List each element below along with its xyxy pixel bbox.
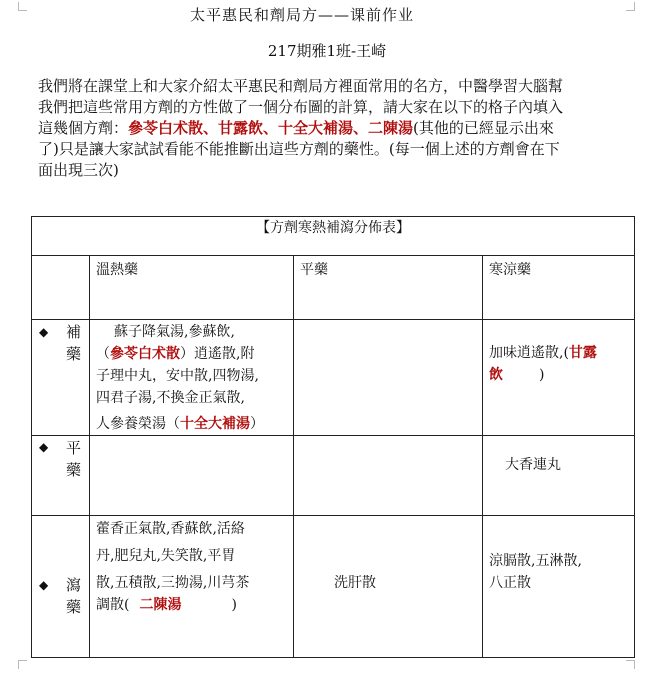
formula-line: 丹,肥兒丸,失笑散,平胃 bbox=[96, 548, 236, 564]
cell-purge-warm bbox=[90, 516, 294, 658]
answer-formula: 十全大補湯 bbox=[180, 416, 250, 432]
formula-line: 加味逍遙散,(甘露飲 ) bbox=[489, 345, 597, 383]
cell-neutral-warm bbox=[90, 436, 294, 516]
row-label-text: 平藥 bbox=[66, 439, 82, 479]
intro-line bbox=[38, 118, 596, 139]
formula-distribution-table bbox=[31, 216, 635, 658]
column-header-warm: 溫熱藥 bbox=[90, 256, 294, 320]
row-label-text: 補藥 bbox=[66, 323, 82, 363]
row-label-text: 瀉藥 bbox=[66, 576, 82, 616]
formula-line: 蘇子降氣湯,參蘇飲, bbox=[114, 324, 235, 340]
corner-cell bbox=[32, 256, 90, 320]
diamond-bullet-icon: ◆ bbox=[39, 325, 49, 339]
formula-line: 涼膈散,五淋散, bbox=[489, 553, 582, 569]
column-header-neutral: 平藥 bbox=[294, 256, 483, 320]
table-header: 【方劑寒熱補瀉分佈表】 bbox=[32, 217, 635, 256]
intro-paragraph bbox=[38, 76, 596, 181]
diamond-bullet-icon: ◆ bbox=[39, 440, 49, 454]
document-title: 太平惠民和劑局方——课前作业 bbox=[189, 6, 414, 24]
page-corner-mark bbox=[626, 660, 635, 669]
row-label-purge bbox=[32, 516, 90, 658]
cell-neutral-neutral bbox=[294, 436, 483, 516]
formula-line: 八正散 bbox=[489, 575, 531, 591]
document-subtitle: 217期雅1班-王崎 bbox=[267, 42, 387, 60]
row-label-neutral bbox=[32, 436, 90, 516]
formula-line: 散,五積散,三拗湯,川芎茶 bbox=[96, 575, 250, 591]
cell-neutral-cold: 大香連丸 bbox=[483, 436, 635, 516]
intro-line: 了)只是讓大家試試看能不能推斷出這些方劑的藥性。(每一個上述的方劑會在下 bbox=[38, 140, 560, 158]
intro-line: 我們把這些常用方劑的方性做了一個分布圖的計算，請大家在以下的格子內填入 bbox=[38, 98, 564, 116]
formula-line: （參苓白术散）逍遙散,附 bbox=[96, 346, 255, 362]
column-header-cold: 寒涼藥 bbox=[483, 256, 635, 320]
formula-line: 調散( 二陳湯 ) bbox=[96, 597, 237, 613]
formula-line: 子理中丸，安中散,四物湯, bbox=[96, 368, 259, 384]
row-label-tonify bbox=[32, 320, 90, 436]
intro-line: 面出現三次) bbox=[38, 161, 119, 179]
cell-tonify-cold bbox=[483, 320, 635, 436]
intro-text: (其他的已經显示出來 bbox=[413, 119, 554, 137]
cell-purge-neutral: 洗肝散 bbox=[294, 516, 483, 658]
page-corner-mark bbox=[18, 660, 27, 669]
highlighted-formulas: 參苓白术散、甘露飲、十全大補湯、二陳湯 bbox=[128, 119, 414, 137]
answer-formula: 參苓白术散 bbox=[110, 346, 180, 362]
formula-line: 人參養榮湯（十全大補湯） bbox=[96, 416, 264, 432]
diamond-bullet-icon: ◆ bbox=[39, 578, 49, 592]
cell-purge-cold bbox=[483, 516, 635, 658]
answer-formula: 甘露飲 bbox=[489, 345, 597, 383]
intro-text: 這幾個方劑： bbox=[38, 119, 129, 137]
formula-line: 四君子湯,不換金正氣散, bbox=[96, 390, 245, 406]
cell-tonify-neutral bbox=[294, 320, 483, 436]
formula-line: 藿香正氣散,香蘇飲,活絡 bbox=[96, 521, 245, 537]
intro-line: 我們將在課堂上和大家介紹太平惠民和劑局方裡面常用的名方，中醫學習大腦幫 bbox=[38, 77, 564, 95]
cell-tonify-warm bbox=[90, 320, 294, 436]
answer-formula: 二陳湯 bbox=[139, 597, 182, 613]
